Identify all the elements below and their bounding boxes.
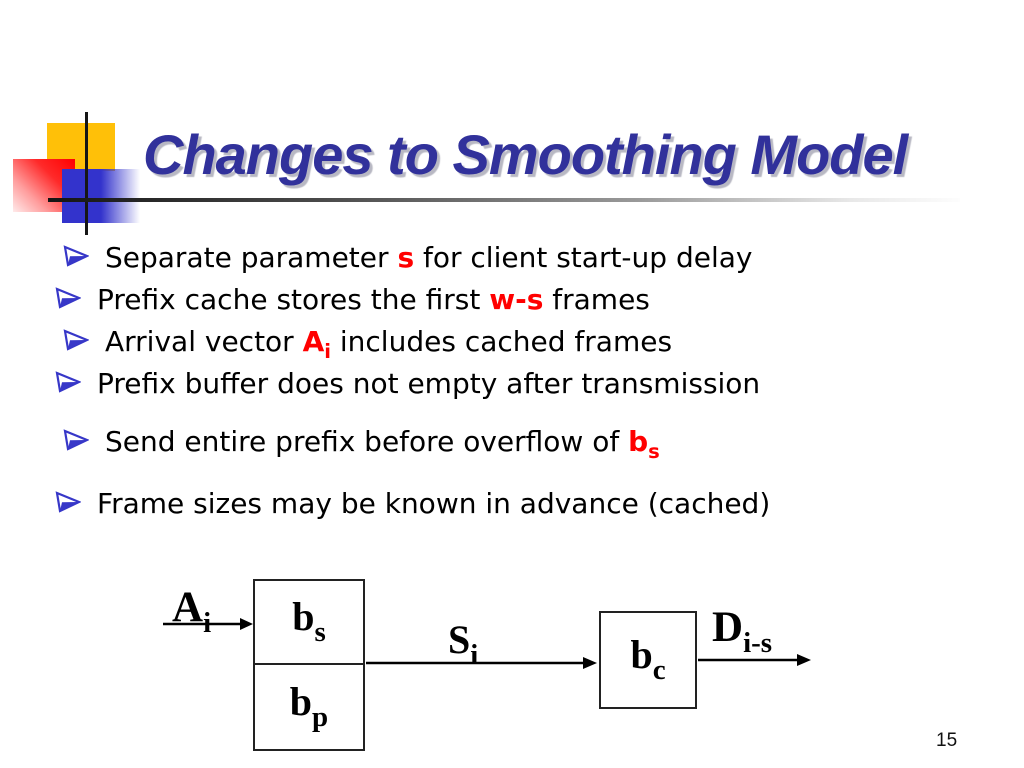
buffer-bottom-label: $b_p$: [289, 679, 329, 733]
bullet-item: [55, 363, 975, 405]
client-label: $b_c$: [630, 632, 666, 686]
bullet-text: Separate parameter s for client start-up delay: [105, 241, 753, 274]
bullet-item: [55, 321, 975, 363]
arrow-bullet-icon: [63, 417, 89, 467]
bullet-text: Prefix buffer does not empty after transmission: [97, 367, 761, 400]
page-number: 15: [936, 730, 958, 751]
arrow-bullet-icon: [55, 479, 81, 529]
prefix-buffer-box: [253, 579, 365, 751]
bullet-text: Prefix cache stores the first w-s frames: [97, 283, 650, 316]
buffer-top-label: $b_s$: [292, 594, 326, 648]
smoothing-buffer-cell: [255, 581, 363, 665]
slide-title: Changes to Smoothing Model: [143, 123, 908, 186]
output-label: $D_{i-s}$: [712, 604, 773, 659]
arrow-bullet-icon: [55, 363, 81, 405]
stream-label: $S_i$: [448, 617, 479, 671]
bullet-item: [55, 279, 975, 321]
arrow-bullet-icon: [63, 321, 89, 363]
prefix-cache-cell: [255, 665, 363, 749]
bullet-item: [55, 417, 975, 467]
bullet-item: [55, 237, 975, 279]
bullet-item: [55, 479, 975, 529]
bullet-text: Arrival vector $A_i$ includes cached frames: [105, 325, 673, 363]
arrow-bullet-icon: [63, 237, 89, 279]
arrow-bullet-icon: [55, 279, 81, 321]
title-underline-rule: [48, 198, 960, 202]
input-label: $A_i$: [172, 584, 212, 639]
client-buffer-box: [599, 611, 697, 709]
decor-blue-square: [62, 169, 140, 223]
bullet-text: Frame sizes may be known in advance (cached): [97, 487, 771, 520]
decor-vertical-line: [85, 112, 88, 235]
bullet-text: Send entire prefix before overflow of $b_s$: [105, 425, 660, 463]
bullet-list: [55, 237, 975, 529]
